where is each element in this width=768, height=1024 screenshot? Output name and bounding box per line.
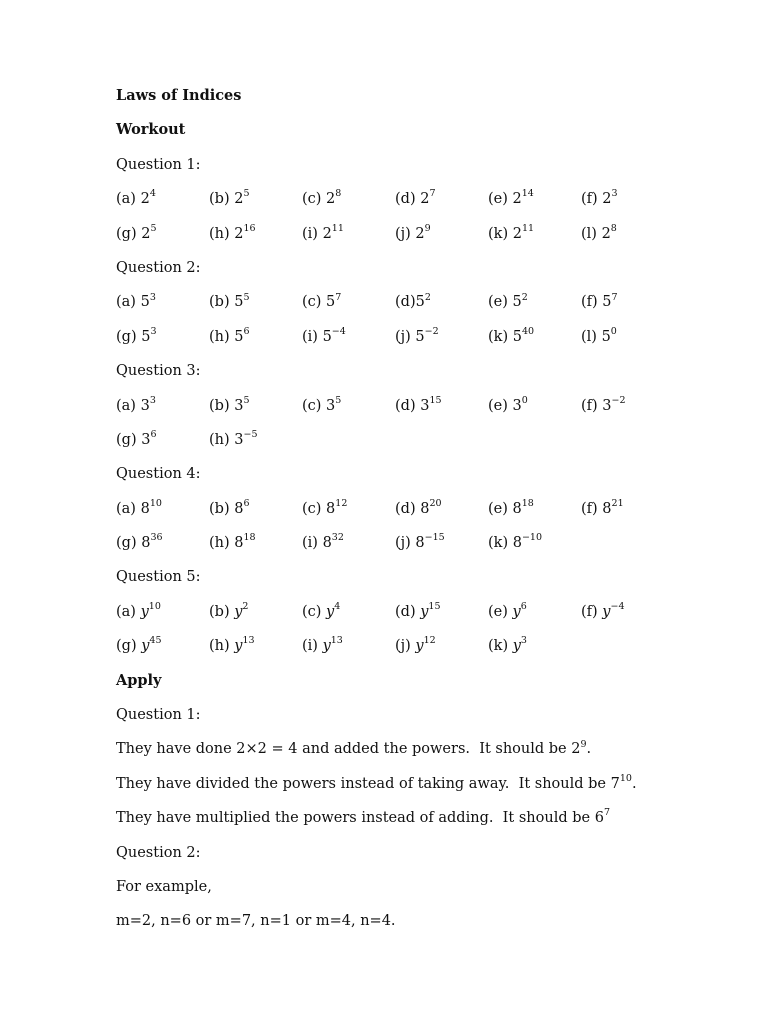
answer-item: [581, 290, 618, 314]
answer-item: [302, 222, 344, 246]
answer-item: [395, 634, 436, 658]
answer-base: 5: [234, 294, 244, 311]
answer-label: (j): [395, 328, 411, 345]
answer-exponent: 3: [611, 188, 618, 200]
answer-base: 5: [415, 294, 425, 311]
answer-exponent: 40: [521, 325, 535, 337]
answer-item: [302, 187, 341, 211]
answer-exponent: 14: [521, 188, 534, 200]
answer-label: (f): [581, 603, 598, 620]
answer-exponent: 6: [520, 601, 527, 613]
answer-label: (e): [488, 500, 508, 517]
answer-base: y: [234, 638, 243, 655]
answer-base: 2: [141, 225, 151, 242]
answer-exponent: 4: [149, 188, 156, 200]
answer-base: 5: [322, 328, 332, 345]
question-label: Question 1:: [116, 156, 201, 173]
answer-label: (a): [116, 294, 136, 311]
answer-item: [302, 600, 340, 624]
answer-label: (k): [488, 638, 509, 655]
question-label: Question 5:: [116, 569, 201, 586]
apply-heading: Apply: [116, 671, 162, 689]
answer-base: y: [140, 603, 149, 620]
answer-base: 3: [234, 431, 244, 448]
answer-base: 5: [234, 328, 244, 345]
answer-label: (j): [395, 638, 411, 655]
answer-exponent: 15: [429, 394, 442, 406]
apply-question-label: Question 1:: [116, 707, 201, 724]
correction-text: They have multiplied the powers instead of adding. It should be: [116, 810, 595, 827]
answer-exponent: 32: [331, 532, 344, 544]
answer-label: (a): [116, 191, 136, 208]
answer-item: [581, 600, 625, 624]
correction-base: 2: [571, 741, 581, 758]
answer-exponent: 18: [243, 532, 256, 544]
answer-item: [209, 600, 248, 624]
answer-label: (e): [488, 603, 508, 620]
answer-base: 3: [141, 431, 151, 448]
answer-exponent: 0: [521, 394, 528, 406]
answer-base: 2: [322, 225, 332, 242]
answer-exponent: −2: [611, 394, 626, 406]
correction-base: 6: [594, 810, 604, 827]
answer-label: (c): [302, 294, 322, 311]
answer-item: [302, 531, 344, 555]
answer-label: (l): [581, 225, 597, 242]
answer-item: [116, 428, 157, 452]
answer-exponent: 10: [149, 497, 162, 509]
correction-tail: .: [586, 741, 592, 758]
question-label: Question 3:: [116, 363, 201, 380]
answer-item: [395, 497, 442, 521]
answer-label: (a): [116, 603, 136, 620]
answer-exponent: 36: [150, 532, 163, 544]
answer-base: y: [602, 603, 611, 620]
answer-exponent: 2: [424, 291, 431, 303]
answer-exponent: 13: [330, 635, 343, 647]
answer-item: [116, 290, 156, 314]
answer-exponent: 7: [429, 188, 436, 200]
answer-item: [302, 290, 341, 314]
answer-base: 8: [326, 500, 336, 517]
answer-exponent: 6: [150, 429, 157, 441]
answer-item: [209, 497, 250, 521]
answer-exponent: −4: [610, 601, 625, 613]
answer-base: 5: [512, 328, 522, 345]
answer-item: [581, 497, 624, 521]
answer-label: (l): [581, 328, 597, 345]
answer-label: (c): [302, 500, 322, 517]
answer-exponent: 3: [149, 291, 156, 303]
answer-label: (i): [302, 535, 318, 552]
answer-item: [395, 290, 431, 314]
answer-base: 2: [234, 225, 244, 242]
answer-item: [116, 222, 157, 246]
answer-item: [488, 497, 534, 521]
correction-tail: .: [631, 775, 637, 792]
answer-row: [116, 600, 716, 634]
answer-exponent: −2: [424, 325, 439, 337]
answer-label: (h): [209, 535, 230, 552]
answer-exponent: −5: [243, 429, 258, 441]
answer-row: [116, 394, 716, 428]
answer-item: [116, 394, 156, 418]
answer-item: [116, 600, 161, 624]
answer-label: (b): [209, 294, 230, 311]
answer-label: (f): [581, 191, 598, 208]
answer-base: y: [512, 603, 521, 620]
answer-item: [209, 187, 250, 211]
answer-base: 8: [420, 500, 430, 517]
answer-exponent: 3: [150, 325, 157, 337]
answer-base: 8: [512, 535, 522, 552]
answer-item: [302, 497, 347, 521]
answer-item: [209, 634, 255, 658]
answer-label: (c): [302, 191, 322, 208]
answer-base: 3: [420, 397, 430, 414]
answer-base: 5: [601, 328, 611, 345]
answer-base: y: [322, 638, 331, 655]
correction-exponent: 9: [580, 738, 587, 750]
answer-base: 8: [602, 500, 612, 517]
answer-base: y: [234, 603, 243, 620]
answer-label: (b): [209, 603, 230, 620]
workout-heading: Workout: [116, 121, 186, 139]
answer-item: [581, 394, 626, 418]
answer-label: (k): [488, 225, 509, 242]
answer-row: [116, 222, 716, 256]
answer-item: [395, 531, 445, 555]
workout-section: [116, 153, 716, 669]
answer-item: [395, 187, 436, 211]
answer-label: (g): [116, 535, 137, 552]
answer-exponent: 13: [242, 635, 255, 647]
answer-label: (c): [302, 397, 322, 414]
answer-label: (d): [395, 397, 416, 414]
answer-item: [488, 222, 534, 246]
correction-line: [116, 737, 716, 771]
answer-exponent: 3: [149, 394, 156, 406]
answer-exponent: 11: [331, 222, 344, 234]
correction-line: [116, 806, 716, 840]
answer-exponent: 20: [429, 497, 442, 509]
question-label: Question 4:: [116, 466, 201, 483]
answer-item: [302, 325, 346, 349]
answer-item: [488, 531, 542, 555]
answer-exponent: 8: [335, 188, 342, 200]
answer-label: (e): [488, 397, 508, 414]
answer-exponent: 21: [611, 497, 624, 509]
question-label: Question 2:: [116, 259, 201, 276]
answer-item: [209, 531, 256, 555]
answer-item: [116, 325, 157, 349]
correction-text: They have divided the powers instead of taking away. It should be: [116, 775, 611, 792]
answer-label: (a): [116, 500, 136, 517]
answer-item: [302, 634, 343, 658]
answer-base: 8: [140, 500, 150, 517]
answer-label: (e): [488, 294, 508, 311]
answer-item: [488, 394, 528, 418]
answer-item: [581, 222, 617, 246]
answer-item: [395, 222, 431, 246]
correction-base: 7: [610, 775, 620, 792]
answer-item: [488, 187, 534, 211]
answer-item: [116, 497, 162, 521]
answer-base: y: [512, 638, 521, 655]
answer-base: 2: [420, 191, 430, 208]
answer-row: [116, 428, 716, 462]
answer-base: 5: [141, 328, 151, 345]
answer-exponent: 5: [150, 222, 157, 234]
answer-exponent: 2: [521, 291, 528, 303]
answer-label: (k): [488, 328, 509, 345]
answer-label: (g): [116, 328, 137, 345]
answer-base: y: [420, 603, 429, 620]
answer-label: (j): [395, 535, 411, 552]
answer-exponent: 5: [243, 291, 250, 303]
correction-exponent: 7: [603, 807, 610, 819]
answer-base: 2: [602, 191, 612, 208]
answer-exponent: 0: [610, 325, 617, 337]
answer-exponent: 5: [335, 394, 342, 406]
answer-item: [116, 187, 156, 211]
answer-label: (b): [209, 191, 230, 208]
answer-item: [209, 428, 258, 452]
answer-base: y: [415, 638, 424, 655]
answer-base: y: [326, 603, 335, 620]
answer-exponent: 9: [424, 222, 431, 234]
answer-label: (f): [581, 294, 598, 311]
answer-item: [209, 325, 250, 349]
answer-exponent: 7: [611, 291, 618, 303]
example-answer: m=2, n=6 or m=7, n=1 or m=4, n=4.: [116, 913, 396, 930]
answer-exponent: 8: [610, 222, 617, 234]
correction-exponent: 10: [619, 772, 632, 784]
answer-base: 5: [512, 294, 522, 311]
answer-label: (d): [395, 191, 416, 208]
answer-exponent: 16: [243, 222, 256, 234]
answer-label: (d): [395, 603, 416, 620]
answer-item: [395, 394, 442, 418]
answer-item: [488, 325, 534, 349]
answer-exponent: −15: [424, 532, 445, 544]
answer-label: (g): [116, 431, 137, 448]
answer-item: [302, 394, 341, 418]
answer-exponent: 12: [335, 497, 348, 509]
answer-exponent: −4: [331, 325, 346, 337]
answer-label: (g): [116, 638, 137, 655]
example-intro: For example,: [116, 878, 212, 895]
answer-item: [116, 634, 162, 658]
answer-row: [116, 187, 716, 221]
answer-item: [209, 394, 250, 418]
answer-item: [581, 325, 617, 349]
answer-row: [116, 497, 716, 531]
answer-label: (h): [209, 431, 230, 448]
answer-exponent: 5: [243, 394, 250, 406]
answer-exponent: 45: [149, 635, 162, 647]
answer-label: (d): [395, 500, 416, 517]
answer-exponent: 11: [521, 222, 535, 234]
answer-row: [116, 531, 716, 565]
answer-label: (i): [302, 225, 318, 242]
answer-base: 2: [326, 191, 336, 208]
answer-label: (g): [116, 225, 137, 242]
answer-exponent: 2: [242, 601, 249, 613]
answer-label: (f): [581, 500, 598, 517]
answer-base: 3: [140, 397, 150, 414]
answer-row: [116, 325, 716, 359]
worksheet-page: [116, 84, 716, 944]
answer-base: 3: [602, 397, 612, 414]
answer-item: [488, 290, 528, 314]
answer-label: (f): [581, 397, 598, 414]
apply-answer-lines: [116, 737, 716, 840]
answer-exponent: 5: [243, 188, 250, 200]
answer-base: 2: [512, 191, 522, 208]
answer-base: 5: [326, 294, 336, 311]
answer-exponent: 18: [521, 497, 534, 509]
answer-item: [395, 325, 439, 349]
answer-base: 3: [234, 397, 244, 414]
answer-label: (h): [209, 638, 230, 655]
answer-label: (j): [395, 225, 411, 242]
apply-question-label: Question 2:: [116, 844, 201, 861]
answer-label: (k): [488, 535, 509, 552]
answer-item: [209, 222, 256, 246]
answer-base: 5: [415, 328, 425, 345]
answer-base: 8: [322, 535, 332, 552]
answer-exponent: 4: [334, 601, 341, 613]
answer-label: (i): [302, 328, 318, 345]
answer-label: (e): [488, 191, 508, 208]
answer-base: 2: [512, 225, 522, 242]
answer-exponent: 6: [243, 325, 250, 337]
answer-base: 2: [601, 225, 611, 242]
answer-base: 8: [141, 535, 151, 552]
answer-base: 2: [140, 191, 150, 208]
correction-line: [116, 772, 716, 806]
answer-row: [116, 290, 716, 324]
answer-label: (b): [209, 500, 230, 517]
answer-label: (c): [302, 603, 322, 620]
answer-item: [488, 600, 527, 624]
answer-row: [116, 634, 716, 668]
answer-exponent: 7: [335, 291, 342, 303]
answer-item: [209, 290, 250, 314]
answer-item: [581, 187, 618, 211]
answer-item: [488, 634, 527, 658]
answer-label: (h): [209, 225, 230, 242]
answer-base: 3: [326, 397, 336, 414]
answer-base: 2: [415, 225, 425, 242]
answer-item: [116, 531, 163, 555]
answer-base: y: [141, 638, 150, 655]
answer-base: 3: [512, 397, 522, 414]
correction-text: They have done 2×2 = 4 and added the powers. It should be: [116, 741, 572, 758]
answer-base: 8: [234, 535, 244, 552]
document-title: Laws of Indices: [116, 87, 242, 104]
answer-label: (a): [116, 397, 136, 414]
answer-base: 5: [140, 294, 150, 311]
answer-label: (i): [302, 638, 318, 655]
answer-base: 8: [512, 500, 522, 517]
answer-label: (h): [209, 328, 230, 345]
answer-exponent: 15: [428, 601, 441, 613]
answer-exponent: 6: [243, 497, 250, 509]
answer-item: [395, 600, 441, 624]
answer-base: 5: [602, 294, 612, 311]
answer-exponent: 12: [423, 635, 436, 647]
answer-label: (d): [395, 294, 416, 311]
answer-base: 8: [415, 535, 425, 552]
answer-base: 8: [234, 500, 244, 517]
answer-exponent: 3: [520, 635, 527, 647]
answer-label: (b): [209, 397, 230, 414]
answer-exponent: −10: [521, 532, 543, 544]
answer-base: 2: [234, 191, 244, 208]
answer-exponent: 10: [148, 601, 161, 613]
